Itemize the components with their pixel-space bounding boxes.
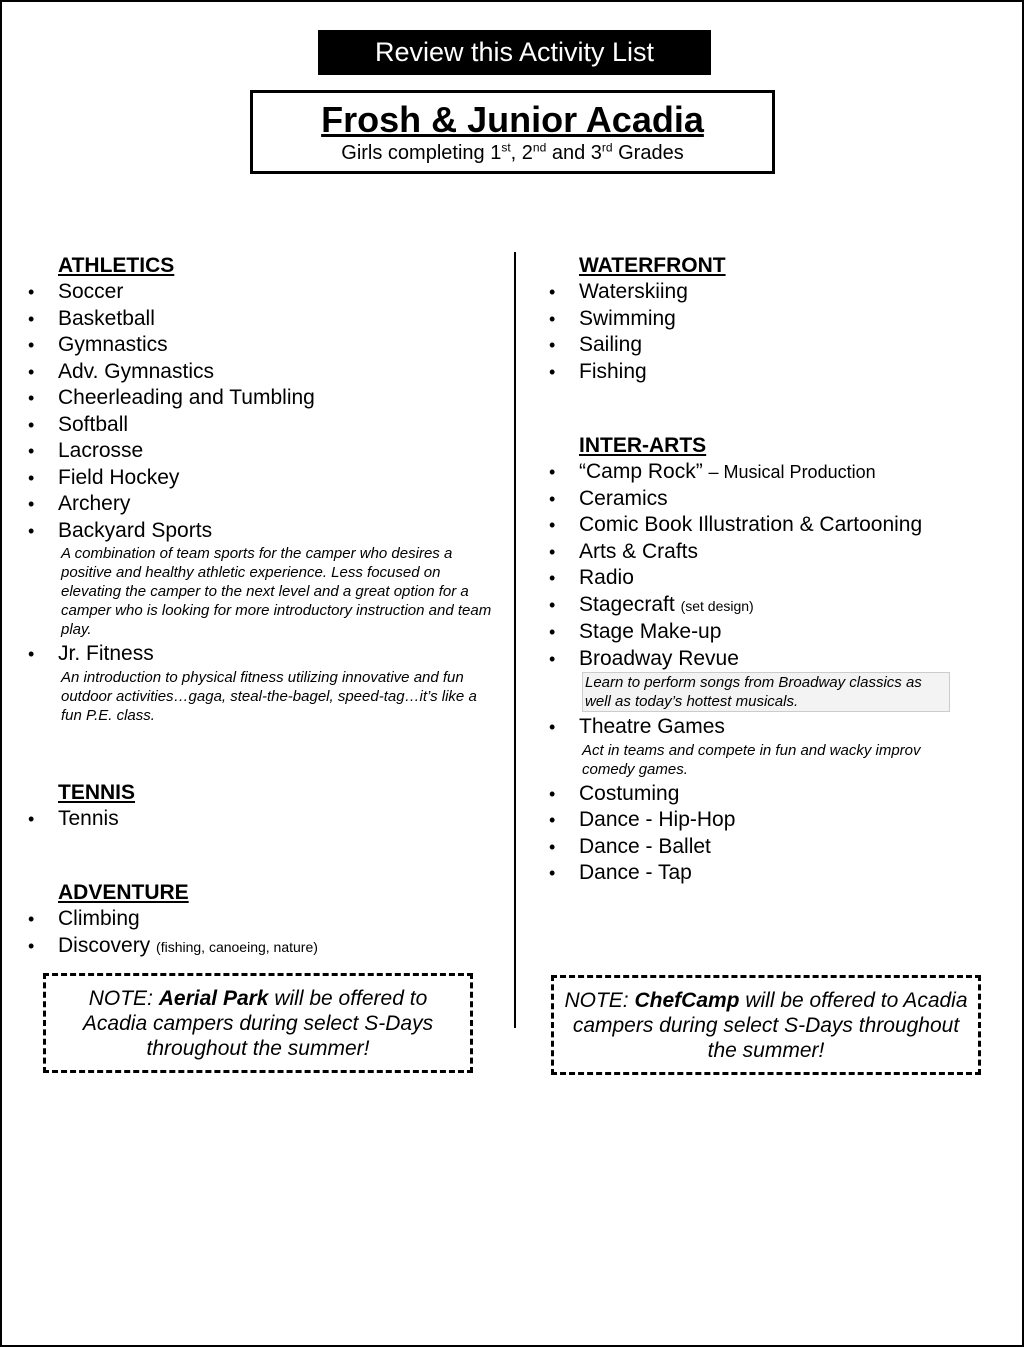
adventure-list: [28, 906, 498, 960]
tennis-heading: TENNIS: [58, 780, 136, 804]
list-item: • Lacrosse: [28, 438, 498, 465]
list-item: • Climbing: [28, 906, 498, 933]
list-item: • Stagecraft (set design): [549, 592, 989, 620]
aerial-park-note: NOTE: Aerial Park will be offered to Acadia campers during select S-Days throughout the summer!: [43, 973, 473, 1073]
list-item: • Field Hockey: [28, 465, 498, 492]
list-item: • Softball: [28, 412, 498, 439]
list-item: • Discovery (fishing, canoeing, nature): [28, 933, 498, 961]
chefcamp-note: NOTE: ChefCamp will be offered to Acadia campers during select S-Days throughout the summer!: [551, 975, 981, 1075]
list-item: • Jr. Fitness: [28, 641, 498, 668]
jr-fitness-description: An introduction to physical fitness utilizing innovative and fun outdoor activities…gaga, steal-the-bagel, speed-tag…it’s like a fun P.E. class.: [61, 668, 477, 724]
tennis-list: [28, 806, 498, 833]
list-item: • Swimming: [549, 306, 989, 333]
list-item: • Comic Book Illustration & Cartooning: [549, 512, 989, 539]
adventure-heading: ADVENTURE: [58, 881, 189, 904]
inter-arts-list-cont: [549, 714, 989, 741]
waterfront-heading: WATERFRONT: [579, 254, 726, 277]
right-column: [549, 253, 989, 887]
list-item: • Fishing: [549, 359, 989, 386]
list-item: • Dance - Hip-Hop: [549, 807, 989, 834]
list-item: • Arts & Crafts: [549, 539, 989, 566]
athletics-list-cont: [28, 641, 498, 668]
broadway-revue-description: Learn to perform songs from Broadway classics as well as today’s hottest musicals.: [582, 672, 950, 712]
page-subtitle: Girls completing 1st, 2nd and 3rd Grades: [341, 140, 684, 164]
list-item: • Radio: [549, 565, 989, 592]
left-column: [28, 253, 498, 960]
page-title: Frosh & Junior Acadia: [321, 99, 704, 140]
list-item: • Dance - Ballet: [549, 834, 989, 861]
athletics-heading: ATHLETICS: [58, 254, 175, 277]
list-item: • Dance - Tap: [549, 860, 989, 887]
list-item: • Ceramics: [549, 486, 989, 513]
list-item: • Cheerleading and Tumbling: [28, 385, 498, 412]
list-item: • Soccer: [28, 279, 498, 306]
column-divider: [514, 252, 516, 1028]
list-item: • Waterskiing: [549, 279, 989, 306]
waterfront-list: [549, 279, 989, 385]
list-item: • Sailing: [549, 332, 989, 359]
theatre-games-description: Act in teams and compete in fun and wacky improv comedy games.: [582, 741, 921, 778]
list-item: • Adv. Gymnastics: [28, 359, 498, 386]
backyard-sports-description: A combination of team sports for the camper who desires a positive and healthy athletic experience. Less focused on elevating the camper to the next level and a great option for a camper who is looking for more introductory instruction and team play.: [61, 545, 492, 638]
review-banner: Review this Activity List: [318, 30, 711, 75]
list-item: • Archery: [28, 491, 498, 518]
athletics-list: [28, 279, 498, 544]
list-item: • Gymnastics: [28, 332, 498, 359]
inter-arts-heading: INTER-ARTS: [579, 434, 707, 457]
list-item: • Costuming: [549, 781, 989, 808]
list-item: • Basketball: [28, 306, 498, 333]
list-item: • Theatre Games: [549, 714, 989, 741]
list-item: • Stage Make-up: [549, 619, 989, 646]
list-item: • Broadway Revue: [549, 646, 989, 673]
inter-arts-list-cont2: [549, 781, 989, 887]
inter-arts-list: [549, 459, 989, 672]
list-item: • Tennis: [28, 806, 498, 833]
list-item: • “Camp Rock” – Musical Production: [549, 459, 989, 486]
title-box: [250, 90, 775, 174]
list-item: • Backyard Sports: [28, 518, 498, 545]
